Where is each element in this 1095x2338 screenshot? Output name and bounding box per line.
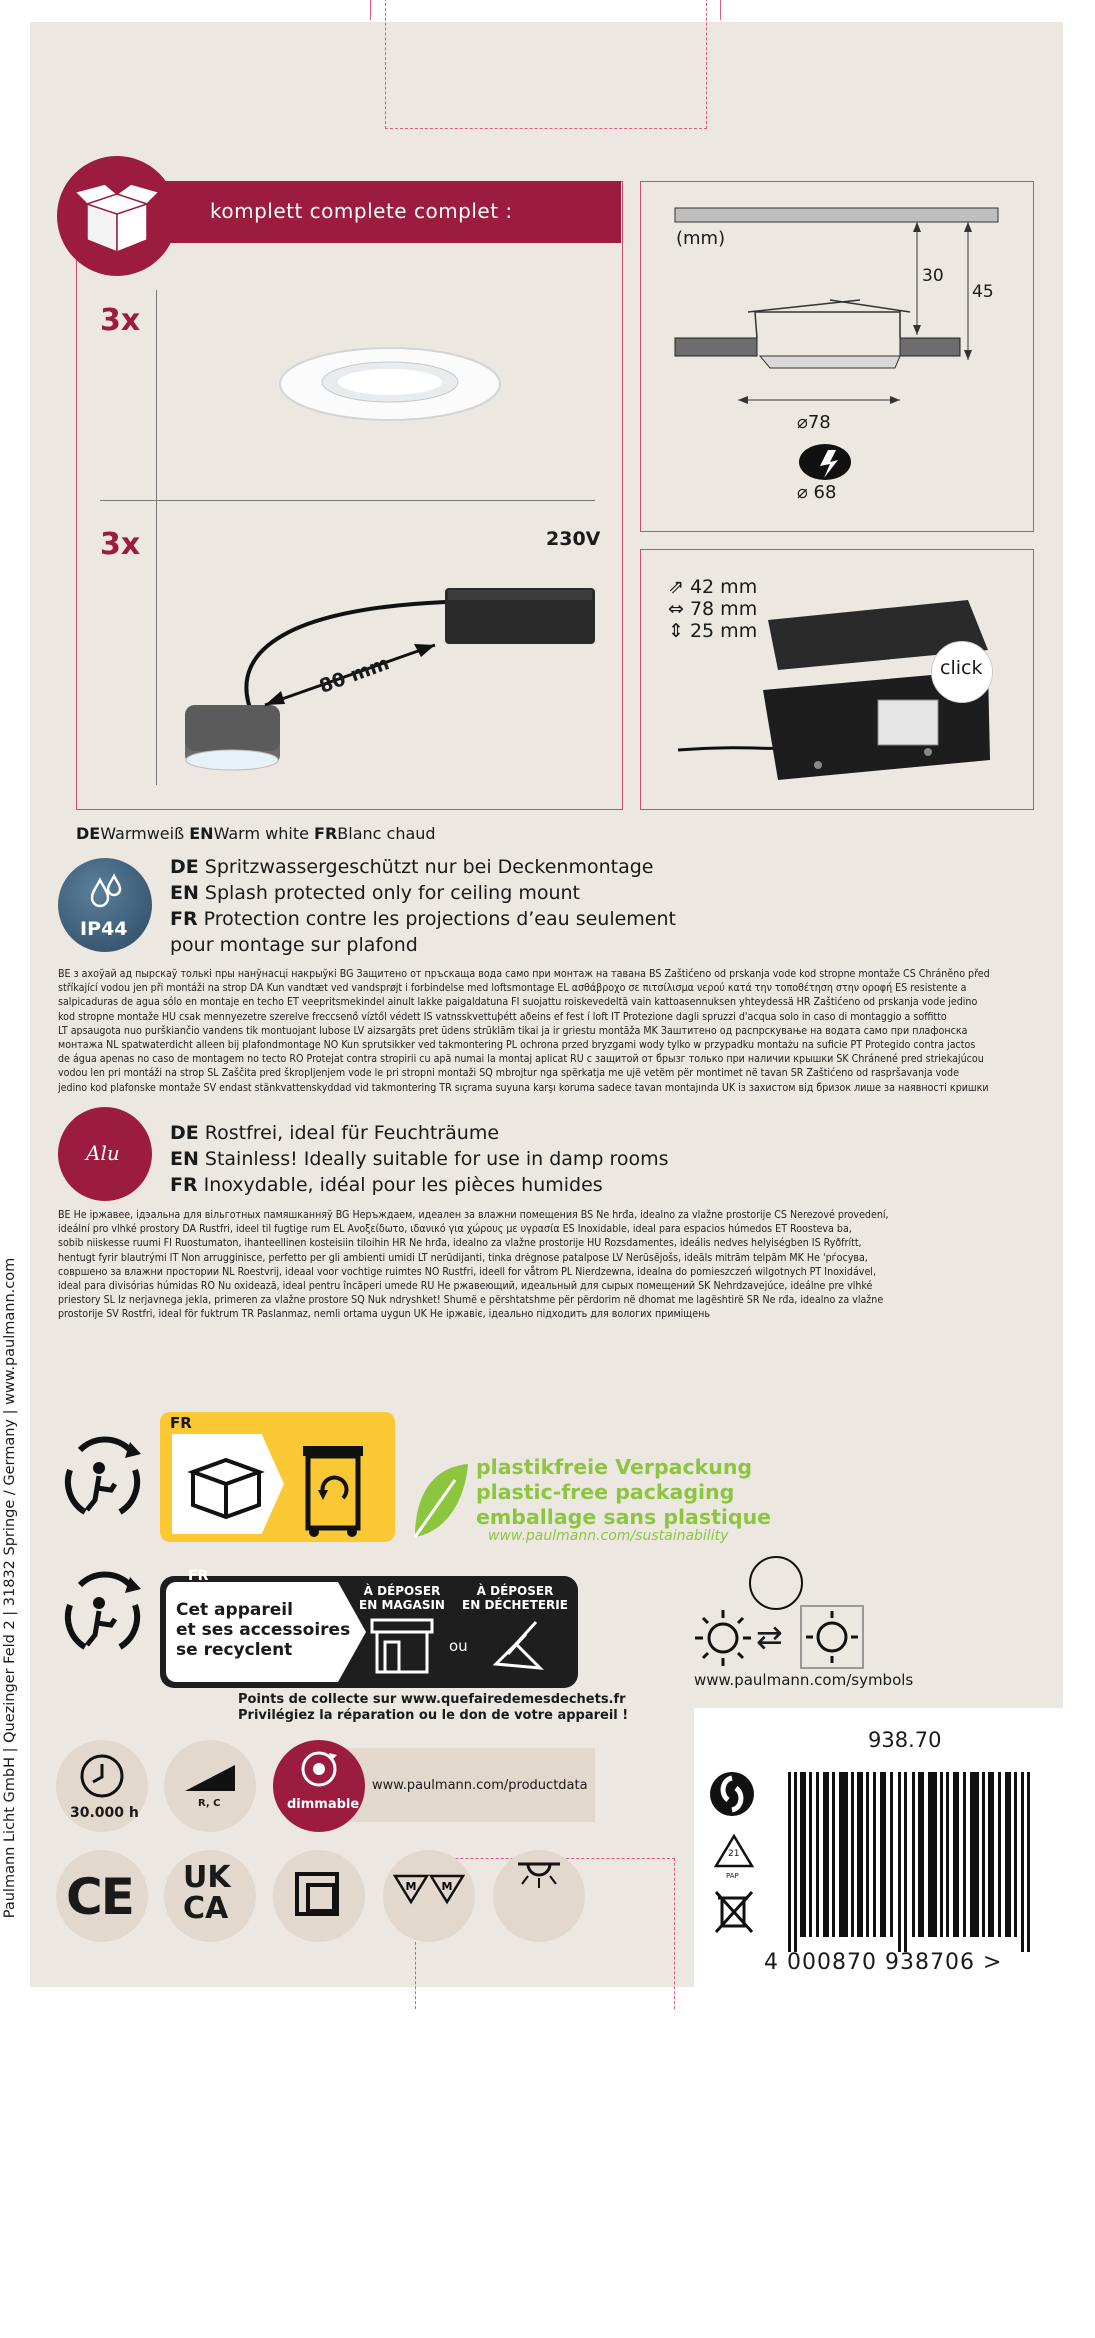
article-number: 938.70 [868, 1728, 942, 1752]
dim-unit: (mm) [676, 228, 726, 249]
top-flap-guide [385, 0, 707, 129]
green-dot-icon [708, 1770, 756, 1822]
dimmable-label: dimmable [287, 1797, 360, 1812]
ip44-label: IP44 [80, 918, 128, 940]
height-icon: ⇕ [668, 620, 684, 642]
ce-mark: CE [66, 1868, 133, 1926]
triman-or: ou [449, 1637, 468, 1655]
barcode-digits: 4 000870 938706 > [764, 1950, 1003, 1975]
contents-divider-h [100, 500, 595, 501]
driver-dim-1: 42 mm [689, 576, 758, 598]
click-label: click [940, 657, 983, 679]
ukca-top: UK [183, 1860, 231, 1895]
side-address-text: Paulmann Licht GmbH | Quezinger Feld 2 | 31832 Springe / Germany | www.paulmann.com [2, 1257, 18, 1919]
swap-arrows-icon: ⇄ [756, 1618, 783, 1656]
ceiling-lamp-icon [516, 1858, 562, 1902]
dim-wedge-icon [183, 1763, 237, 1797]
driver-dim-2: 78 mm [689, 598, 758, 620]
dim-height-outer: 45 [972, 282, 994, 302]
ip-fine-print: BE з ахоўай ад пырскаў толькі пры нанўнасці накрыўкі BG Защитено от пръскаща вода само при монтаж на тавана BS Zaštićeno od prskanja vode kod stropne montaže CS Chráněno před stříkající vodou jen při montáži na strop DA Kun vandtæt ved vandsprøjt i forbindelse med loftsmontage EL ασθάβροχο σε πιτσίλισμα νερού κατά την τοποθέτηση στην οροφή ES resistente a salpicaduras de agua sólo en montaje en techo ET veepritsmekindel ainult lakke paigaldatuna FI suojattu roiskevedeltä vain kattoasennuksen yhteydessä HR Zaštićeno od prskanja vode jedino kod stropne montaže HU csak mennyezetre szerelve freccsenő víztől védett IS vatnsskvettuþétt aðeins ef fest í loft IT Protezione dagli spruzzi d'acqua solo in caso di montaggio a soffitto LT apsaugota nuo purškiančio vandens tik montuojant lubose LV aizsargāts pret ūdens strūklām tikai ja ir griestu montāža MK Заштитено од распрскување на водата само при плафонска монтажа NL spatwaterdicht alleen bij plafondmontage NO Kun sprutsikker ved takmontering PL ochrona przed bryzgami wody tylko w przypadku montażu na suficie PT Protegido contra jactos de água apenas no caso de montagem no tecto RO Protejat contra stropirii cu apă numai la montaj aplicat RU с защитой от брызг только при наличии крышки SK Chránené pred striekajúcou vodou len pri montáži na strop SL Zaščita pred škropljenjem vode le pri stropni montaži SQ mbrojtur nga spërkatja me ujë vetëm për montimet në tavan SR Zaštićeno od raspršavanja vode jedino kod plafonske montaže SV endast stänkvattenskyddad vid takmontering TR sıçrama suyuna karşı koruma sadece tavan montajında UK із захистом від бризок лише за наявності кришки [58, 968, 990, 1094]
triman-dump: À DÉPOSER EN DÉCHETERIE [462, 1584, 568, 1612]
rc-label: R, C [198, 1798, 221, 1809]
cable-length: 80 mm [316, 652, 393, 698]
symbols-url: www.paulmann.com/symbols [694, 1671, 914, 1689]
dim-height-inner: 30 [922, 266, 944, 286]
color-temperature-line: DEWarmweiß ENWarm white FRBlanc chaud [76, 824, 436, 843]
lamp-image [278, 346, 502, 426]
recycle-person-icon [55, 1430, 150, 1529]
box-icon [57, 156, 177, 276]
alu-label: Alu [86, 1141, 120, 1165]
lifetime-label: 30.000 h [70, 1805, 139, 1821]
svg-text:M: M [405, 1880, 417, 1893]
sun-box-icon [800, 1605, 864, 1669]
sustainability-url: www.paulmann.com/sustainability [488, 1528, 729, 1544]
fr-tag-1: FR [170, 1414, 192, 1432]
fr-tag-2: FR [188, 1568, 209, 1584]
installer-icon [749, 1556, 803, 1610]
recycle-person-icon-2 [55, 1565, 150, 1664]
dim-cutout: ⌀ 68 [797, 482, 837, 503]
width-icon: ⇔ [668, 598, 684, 620]
class2-icon [295, 1872, 339, 1916]
cardboard-box-icon [183, 1450, 269, 1524]
depth-icon: ⇗ [668, 576, 684, 598]
pap-code: 21 [728, 1849, 740, 1859]
mm-furniture-icon [393, 1872, 465, 1912]
contents-divider-v [156, 290, 157, 785]
store-icon [367, 1616, 437, 1680]
plastic-free-text: plastikfreie Verpackung plastic-free packaging emballage sans plastique [476, 1455, 772, 1529]
driver-cable-image [180, 580, 600, 784]
clock-icon [78, 1752, 126, 1804]
top-flap-left-line [370, 0, 371, 20]
qty-driver: 3x [100, 527, 141, 562]
productdata-url: www.paulmann.com/productdata [372, 1778, 588, 1793]
ip-protection-text: DE Spritzwassergeschützt nur bei Deckenmontage EN Splash protected only for ceiling mount FR Protection contre les projections d’eau seulement pour montage sur plafond [170, 856, 676, 956]
top-flap-right-line [720, 0, 721, 20]
svg-text:M: M [441, 1880, 453, 1893]
crossed-bin-icon [712, 1888, 756, 1940]
leaf-icon [410, 1462, 470, 1546]
ukca-bottom: CA [183, 1891, 229, 1926]
recycle-bin-icon [298, 1438, 368, 1542]
triman-note-1: Points de collecte sur www.quefairedemesdechets.fr [238, 1692, 626, 1707]
triman-store: À DÉPOSER EN MAGASIN [359, 1584, 445, 1612]
triman-note-2: Privilégiez la réparation ou le don de votre appareil ! [238, 1708, 629, 1723]
pap-label: PAP [726, 1872, 739, 1880]
driver-dim-3: 25 mm [689, 620, 758, 642]
alu-fine-print: BE Не іржавее, ідэальна для вільготных памяшканняў BG Неръждаем, идеален за влажни помещения BS Ne hrđa, idealno za vlažne prostorije CS Nerezové provedení, ideální pro vlhké prostory DA Rustfri, ideel til fugtige rum EL Ανοξείδωτο, ιδανικό για χώρους με υγρασία ES Inoxidable, ideal para espacios húmedos ET Roosteva ba, sobib niiskesse ruumi FI Ruostumaton, ihanteellinen kosteisiin tiloihin HR Ne hrđa, idealno za vlažne prostorije HU Rozsdamentes, ideális nedves helyiségben IS Ryðfrítt, hentugt fyrir blautrými IT Non arrugginisce, perfetto per gli ambienti umidi LT nerūdijanti, tinka drėgnose patalpose LV Nerūsējošs, ideāls mitrām telpām MK Не 'рѓосува, совршено за влажни простории NL Roestvrij, ideaal voor vochtige ruimtes NO Rustfri, ideell for våtrom PL Nierdzewna, idealna do pomieszczeń wilgotnych PT Inoxidável, ideal para divisórias húmidas RO Nu oxidează, ideal pentru încăperi umede RU Не ржавеющий, идеальный для сырых помещений SK Nehrdzavejúce, ideálne pre vlhké priestory SL Iz nerjavnega jekla, primeren za vlažne prostore SQ Nuk ndryshket! Shumë e përshtatshme për përdorim në dhomat me lagështirë SR Ne rđa, idealno za vlažne prostorije SV Rostfri, ideal för fuktrum TR Paslanmaz, nemli ortama uygun UK Не іржавіє, ідеально підходить для вологих приміщень [58, 1209, 889, 1321]
sun-icon [693, 1608, 753, 1672]
qty-lamp: 3x [100, 303, 141, 338]
contents-header-text: komplett complete complet : [210, 199, 513, 223]
dimmer-icon [297, 1749, 341, 1793]
barcode-bars [786, 1772, 1056, 1956]
voltage-label: 230V [546, 528, 601, 550]
dim-diameter: ⌀78 [797, 412, 831, 433]
triman-text: Cet appareil et ses accessoires se recyclent [176, 1600, 351, 1660]
dump-icon [486, 1614, 550, 1682]
alu-text: DE Rostfrei, ideal für Feuchträume EN Stainless! Ideally suitable for use in damp rooms FR Inoxydable, idéal pour les pièces humides [170, 1122, 669, 1196]
